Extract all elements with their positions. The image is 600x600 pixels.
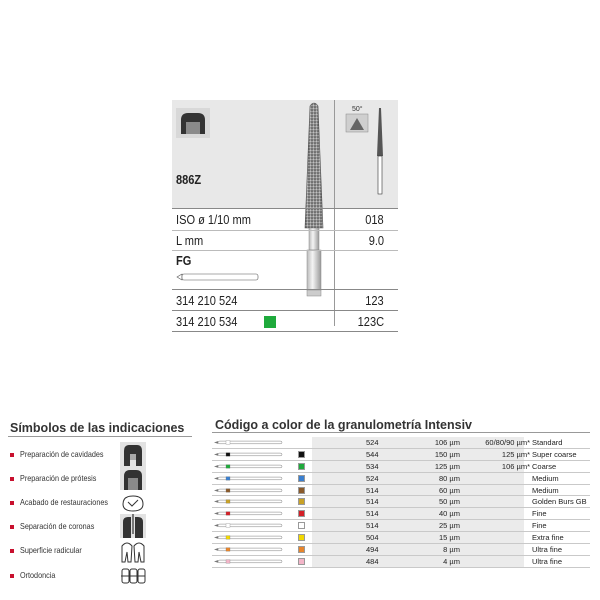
card-rule (172, 208, 398, 209)
bur-thumbnail (212, 449, 312, 460)
grit-alt-size: 60/80/90 µm* (485, 438, 530, 447)
grit-code: 514 (366, 521, 379, 531)
bur-thumbnail (212, 556, 312, 567)
reference-value: 123 (365, 293, 384, 308)
bur-thumbnail (212, 485, 312, 496)
grit-color-swatch (298, 463, 305, 470)
bullet (10, 477, 14, 481)
list-item (8, 565, 188, 589)
grit-alt-size: 125 µm* (501, 449, 530, 459)
iso-label: ISO ø 1/10 mm (176, 212, 251, 227)
shank-label: FG (176, 253, 192, 268)
angle-label: 50° (352, 106, 363, 113)
grit-ring (226, 500, 230, 504)
grit-name: Extra fine (532, 533, 564, 543)
symbols-title: Símbolos de las indicaciones (10, 421, 185, 435)
grit-name: Fine (532, 521, 547, 531)
grit-size: 106 µm (434, 438, 460, 447)
grit-code: 514 (366, 509, 379, 519)
card-rule (172, 250, 398, 251)
grit-size: 50 µm (439, 497, 460, 507)
grit-name: Fine (532, 509, 547, 519)
grit-ring (226, 476, 230, 480)
bur-drawing (296, 100, 332, 332)
bur-thumbnail (212, 544, 312, 555)
grit-name: Golden Burs GB (532, 497, 587, 507)
grit-name: Medium (532, 473, 559, 483)
cavity-prep-icon (120, 442, 146, 468)
grit-size: 150 µm (434, 449, 460, 459)
grit-ring (226, 524, 230, 528)
grit-name: Coarse (532, 461, 557, 471)
table-row (212, 556, 590, 568)
grit-name: Standard (532, 438, 563, 447)
grit-color-swatch (298, 522, 305, 529)
list-item (8, 444, 188, 468)
bur-thumbnail (212, 437, 312, 448)
grit-ring (226, 560, 230, 564)
table-row (212, 449, 590, 461)
grit-ring (226, 512, 230, 516)
card-rule (172, 310, 398, 311)
reference-code: 314 210 534 (176, 314, 238, 329)
list-item (8, 492, 188, 516)
grit-name: Ultra fine (532, 556, 563, 566)
length-label: L mm (176, 233, 204, 248)
bullet (10, 574, 14, 578)
list-item (8, 540, 188, 564)
grit-color-swatch (298, 534, 305, 541)
indication-label: Preparación de prótesis (20, 473, 97, 483)
grit-size: 80 µm (439, 473, 460, 483)
table-row (212, 496, 590, 508)
orthodontics-icon (120, 563, 146, 589)
grit-ring (226, 536, 230, 540)
grit-ring (226, 464, 230, 468)
table-row (212, 485, 590, 497)
grit-code: 524 (366, 438, 379, 447)
grit-ring (226, 548, 230, 552)
table-row (212, 532, 590, 544)
list-item (8, 516, 188, 540)
bullet (10, 501, 14, 505)
shank-drawing (176, 271, 262, 283)
iso-value: 018 (365, 212, 384, 227)
table-row (212, 508, 590, 520)
length-value: 9.0 (368, 233, 384, 248)
bur-thumbnail (212, 520, 312, 531)
grit-size: 8 µm (443, 545, 460, 555)
reference-code: 314 210 524 (176, 293, 238, 308)
list-item (8, 468, 188, 492)
grit-name: Medium (532, 485, 559, 495)
product-card (172, 100, 398, 332)
bullet (10, 525, 14, 529)
grit-code: 494 (366, 545, 379, 555)
bur-thumbnail (212, 461, 312, 472)
card-rule (172, 289, 398, 290)
bur-thumbnail (212, 473, 312, 484)
grit-title: Código a color de la granulometría Intensiv (215, 418, 472, 432)
grit-ring (226, 441, 230, 445)
grit-size: 25 µm (439, 521, 460, 531)
grit-code: 504 (366, 533, 379, 543)
grit-color-swatch (298, 475, 305, 482)
grit-size: 4 µm (443, 556, 460, 566)
indication-label: Separación de coronas (20, 521, 95, 531)
grit-code: 514 (366, 497, 379, 507)
grit-code: 484 (366, 556, 379, 566)
grit-name: Super coarse (532, 449, 577, 459)
section-rule (8, 436, 192, 437)
grit-size: 15 µm (439, 533, 460, 543)
card-rule (172, 230, 398, 231)
grit-size: 125 µm (434, 461, 460, 471)
root-surface-icon (120, 538, 146, 564)
grit-alt-size: 106 µm* (501, 461, 530, 471)
side-bur-drawing (372, 106, 388, 196)
prosthesis-prep-icon (120, 466, 146, 492)
grit-size: 60 µm (439, 485, 460, 495)
bullet (10, 549, 14, 553)
model-code: 886Z (176, 172, 202, 187)
bullet (10, 453, 14, 457)
finishing-icon (120, 490, 146, 516)
grit-color-swatch (298, 498, 305, 505)
bur-thumbnail (212, 532, 312, 543)
grit-color-swatch (298, 546, 305, 553)
reference-value: 123C (357, 314, 384, 329)
indication-label: Preparación de cavidades (20, 449, 104, 459)
grit-code: 534 (366, 461, 379, 471)
indication-label: Superficie radicular (20, 545, 82, 555)
grit-color-swatch (298, 451, 305, 458)
bur-thumbnail (212, 508, 312, 519)
bur-thumbnail (212, 496, 312, 507)
table-row (212, 437, 590, 449)
grit-code: 524 (366, 473, 379, 483)
table-row (212, 473, 590, 485)
indication-label: Ortodoncia (20, 570, 56, 580)
table-row (212, 544, 590, 556)
grit-name: Ultra fine (532, 545, 563, 555)
grit-color-swatch (298, 487, 305, 494)
table-row (212, 461, 590, 473)
crown-separation-icon (120, 514, 146, 540)
grit-size: 40 µm (439, 509, 460, 519)
section-rule (212, 432, 590, 433)
grit-color-swatch (298, 510, 305, 517)
table-row (212, 520, 590, 532)
grit-color-swatch (264, 316, 276, 328)
indication-label: Acabado de restauraciones (20, 497, 108, 507)
grit-ring (226, 453, 230, 457)
card-divider (334, 100, 335, 326)
grit-table (212, 437, 590, 568)
grit-ring (226, 488, 230, 492)
grit-color-swatch (298, 558, 305, 565)
grit-code: 514 (366, 485, 379, 495)
grit-code: 544 (366, 449, 379, 459)
prosthesis-prep-icon (176, 108, 210, 138)
card-rule (172, 331, 398, 332)
